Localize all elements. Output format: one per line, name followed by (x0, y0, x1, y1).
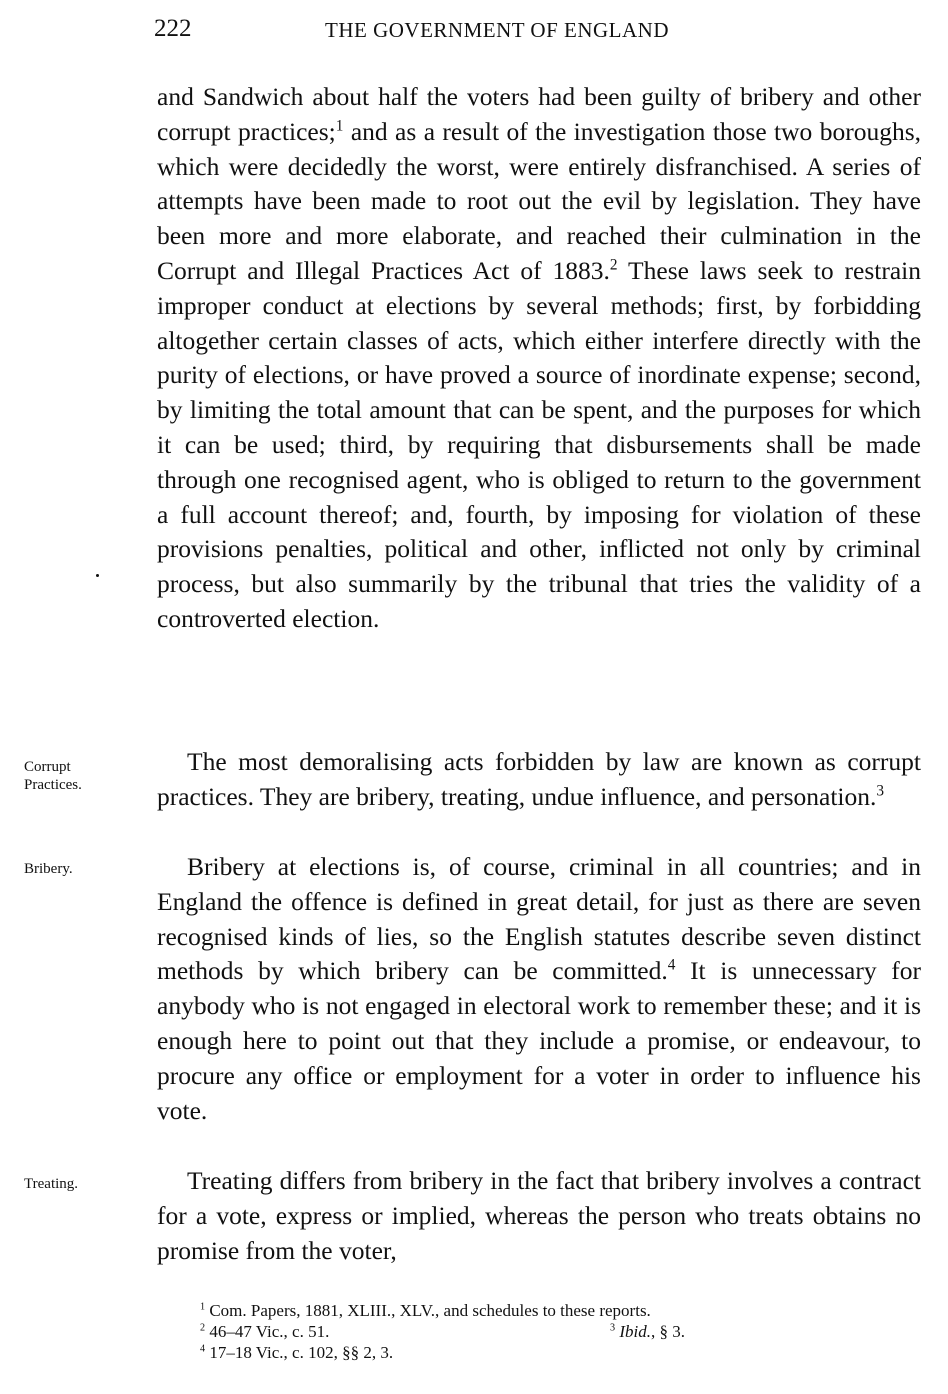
text-span: Treating differs from bribery in the fact that bribery involves a contract for a vote, express or implied, whereas the person who treats obtains no promise from the voter, (157, 1166, 921, 1265)
footnote-text: , § 3. (650, 1322, 685, 1341)
sidenote-line: Corrupt (24, 759, 71, 775)
footnote-ibid: Ibid. (615, 1322, 651, 1341)
footnote-row-2-3 (200, 1321, 900, 1342)
print-speck (96, 574, 99, 577)
footnote-4 (200, 1342, 900, 1363)
footnotes (200, 1300, 900, 1363)
footnote-mark: 3 (610, 1322, 616, 1334)
sidenote-bribery: Bribery. (24, 861, 73, 877)
paragraph-corrupt-practices (157, 745, 921, 815)
text-span: The most demoralising acts forbidden by law are known as corrupt practices. They are bribery, treating, undue influence, and personation. (157, 747, 921, 811)
footnote-mark: 4 (200, 1343, 206, 1355)
footnote-mark: 2 (200, 1322, 206, 1334)
page-number: 222 (154, 15, 192, 42)
text-span: and as a result of the investigation those two boroughs, which were decidedly the worst, were entirely disfranchised. A series of attempts have been made to root out the evil by legislation. They have been more and more elaborate, and reached their culmination in the Corrupt and Illegal Practices Act of 1883. (157, 116, 922, 285)
sidenote-treating: Treating. (24, 1176, 79, 1192)
footnote-mark: 1 (200, 1301, 206, 1313)
footnote-text: Com. Papers, 1881, XLIII., XLV., and schedules to these reports. (205, 1301, 651, 1320)
paragraph-bribery (157, 850, 921, 1128)
running-head: THE GOVERNMENT OF ENGLAND (325, 18, 670, 42)
footnote-ref-3: 3 (876, 782, 885, 800)
footnote-text: 46–47 Vic., c. 51. (205, 1322, 330, 1341)
footnote-ref-4: 4 (667, 956, 676, 974)
footnote-2 (200, 1322, 329, 1341)
sidenote-line: Practices. (24, 777, 82, 793)
paragraph-treating (157, 1164, 921, 1268)
sidenote-corrupt-practices (24, 758, 144, 794)
text-span: These laws seek to restrain improper conduct at elections by several methods; first, by forbidding altogether certain classes of acts, which either interfere directly with the purity of elections, or have proved a source of inordinate expense; second, by limiting the total amount that can be spent, and the purposes for which it can be used; third, by requiring that disbursements shall be made through one recognised agent, who is obliged to return to the government a full account thereof; and, fourth, by imposing for violation of these provisions penalties, political and other, inflicted not only by criminal process, but also summarily by the tribunal that tries the validity of a controverted election. (157, 255, 921, 633)
text-span: It is unnecessary for anybody who is not engaged in electoral work to remember these; and it is enough here to point out that they include a promise, or endeavour, to procure any office or employment for a voter in order to influence his vote. (157, 956, 921, 1125)
footnote-text: 17–18 Vic., c. 102, §§ 2, 3. (205, 1343, 394, 1362)
footnote-3 (610, 1321, 685, 1342)
text-span: and Sandwich about half the voters had been guilty of bribery and other corrupt practices; (157, 82, 921, 146)
text-span: Bribery at elections is, of course, criminal in all countries; and in England the offence is defined in great detail, for just as there are seven recognised kinds of lies, so the English statutes describe seven distinct methods by which bribery can be committed. (157, 852, 921, 986)
footnote-ref-1: 1 (335, 117, 344, 135)
paragraph-1 (157, 80, 921, 637)
footnote-1 (200, 1300, 900, 1321)
footnote-ref-2: 2 (609, 256, 618, 274)
